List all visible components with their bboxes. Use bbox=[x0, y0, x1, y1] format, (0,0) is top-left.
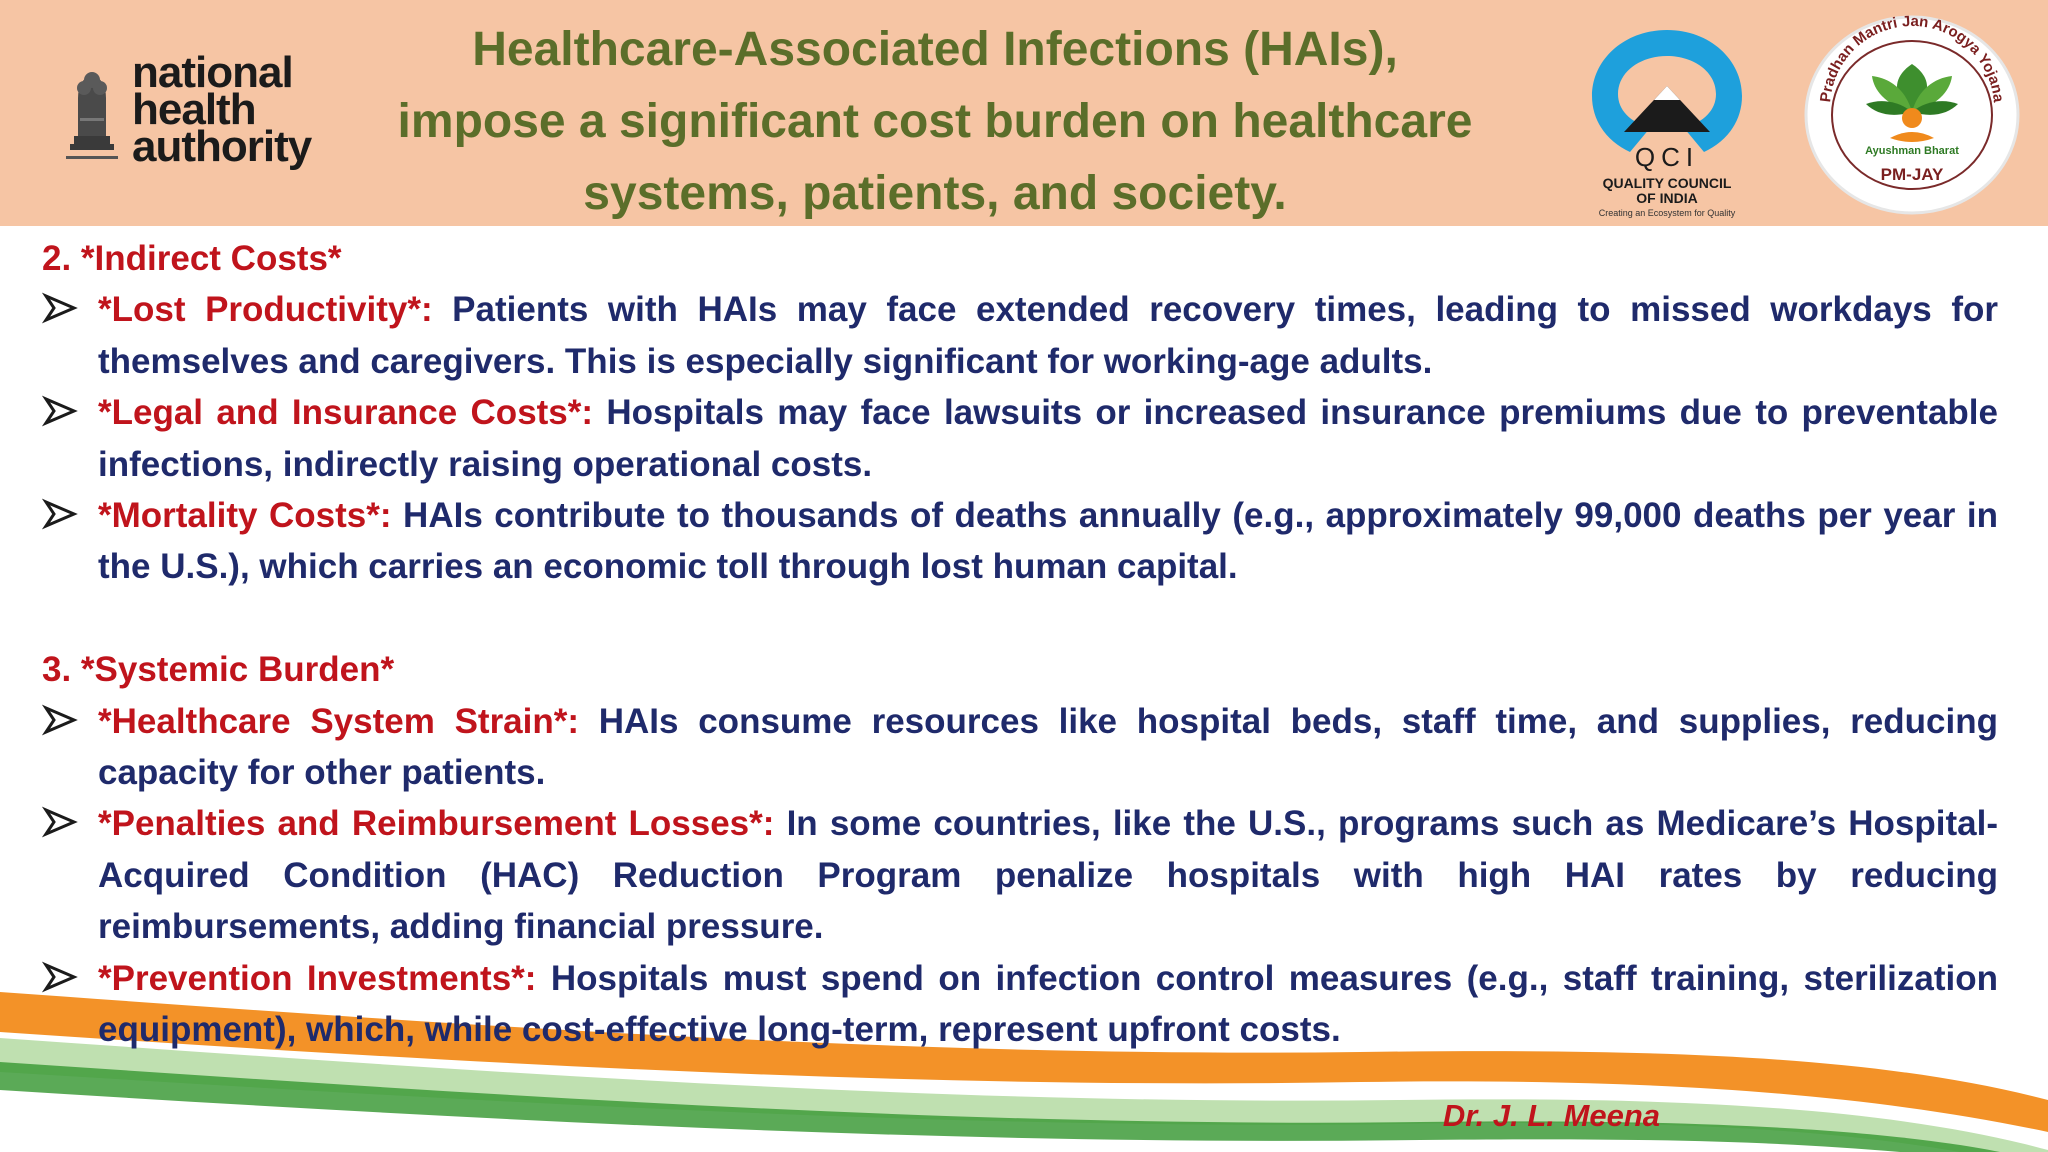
nha-logo-line: health bbox=[132, 85, 256, 134]
arrow-bullet-icon bbox=[42, 953, 82, 1004]
item-label: *Prevention Investments*: bbox=[98, 958, 537, 998]
list-item bbox=[42, 284, 1998, 387]
author-credit: Dr. J. L. Meena bbox=[1442, 1098, 1660, 1133]
arrow-bullet-icon bbox=[42, 284, 82, 335]
pmjay-seal-icon bbox=[1802, 14, 2022, 216]
arrow-bullet-icon bbox=[42, 490, 82, 541]
item-text: HAIs contribute to thousands of deaths annually (e.g., approximately 99,000 deaths per year in the U.S.), which carries an economic toll through lost human capital. bbox=[98, 496, 1998, 587]
section-heading: 3. *Systemic Burden* bbox=[42, 650, 395, 690]
item-label: *Mortality Costs*: bbox=[98, 496, 392, 536]
qci-logo bbox=[1572, 24, 1762, 220]
pmjay-inner-text: Ayushman Bharat bbox=[1865, 145, 1959, 157]
list-item bbox=[42, 798, 1998, 952]
nha-logo-line: authority bbox=[132, 122, 312, 171]
pmjay-ring-text: Pradhan Mantri Jan Arogya Yojana bbox=[1817, 14, 2007, 104]
item-text: In some countries, like the U.S., programs such as Medicare’s Hospital-Acquired Condition (HAC) Reduction Program penalize hospitals with high HAI rates by reducing reimbursements, adding financial pressure. bbox=[98, 804, 1998, 947]
qci-name-line: OF INDIA bbox=[1636, 190, 1698, 206]
item-label: *Penalties and Reimbursement Losses*: bbox=[98, 804, 775, 844]
pmjay-bottom-text: PM-JAY bbox=[1880, 165, 1944, 184]
arrow-bullet-icon bbox=[42, 387, 82, 438]
slide-content bbox=[42, 233, 1998, 1055]
list-item bbox=[42, 953, 1998, 1056]
list-item bbox=[42, 387, 1998, 490]
item-text: HAIs consume resources like hospital beds, staff time, and supplies, reducing capacity for other patients. bbox=[98, 701, 1998, 793]
qci-icon bbox=[1584, 24, 1750, 172]
list-item bbox=[42, 490, 1998, 593]
slide-header bbox=[0, 0, 2048, 226]
section-heading: 2. *Indirect Costs* bbox=[42, 239, 342, 278]
qci-name-line: QUALITY COUNCIL bbox=[1602, 175, 1732, 191]
page-title bbox=[340, 14, 1530, 230]
national-emblem-icon bbox=[60, 58, 124, 170]
title-line: Healthcare-Associated Infections (HAIs), bbox=[472, 23, 1398, 76]
item-text: Hospitals must spend on infection control measures (e.g., staff training, sterilization equipment), which, while cost-effective long-term, represent upfront costs. bbox=[98, 958, 1998, 1050]
nha-logo-line: national bbox=[132, 48, 293, 97]
item-label: *Legal and Insurance Costs*: bbox=[98, 393, 594, 433]
arrow-bullet-icon bbox=[42, 696, 82, 747]
section-spacer bbox=[42, 593, 1998, 644]
item-text: Patients with HAIs may face extended recovery times, leading to missed workdays for themselves and caregivers. This is especially significant for working-age adults. bbox=[98, 290, 1998, 381]
qci-tagline: Creating an Ecosystem for Quality bbox=[1598, 208, 1736, 218]
item-text: Hospitals may face lawsuits or increased insurance premiums due to preventable infections, indirectly raising operational costs. bbox=[98, 393, 1998, 484]
title-line: systems, patients, and society. bbox=[583, 167, 1287, 220]
arrow-bullet-icon bbox=[42, 798, 82, 849]
title-line: impose a significant cost burden on healthcare bbox=[397, 95, 1473, 148]
item-label: *Healthcare System Strain*: bbox=[98, 701, 580, 741]
qci-letters: QCI bbox=[1634, 142, 1700, 172]
item-label: *Lost Productivity*: bbox=[98, 290, 433, 330]
nha-logo bbox=[60, 50, 340, 180]
list-item bbox=[42, 696, 1998, 799]
